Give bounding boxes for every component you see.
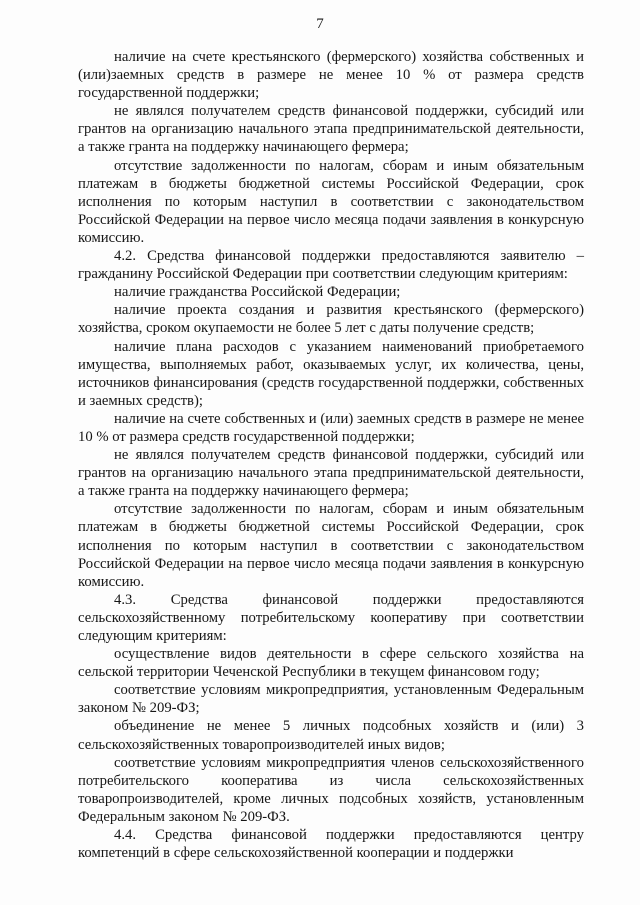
document-body [78,48,584,862]
paragraph: осуществление видов деятельности в сфере сельского хозяйства на сельской территории Чеченской Республики в текущем финансовом году; [78,646,584,681]
paragraph: не являлся получателем средств финансовой поддержки, субсидий или грантов на организацию начального этапа предпринимательской деятельности, а также гранта на поддержку начинающего фермера; [78,103,584,156]
paragraph: наличие на счете собственных и (или) заемных средств в размере не менее 10 % от размера средств государственной поддержки; [78,410,584,445]
paragraph: соответствие условиям микропредприятия, установленным Федеральным законом № 209-ФЗ; [78,682,584,717]
paragraph: соответствие условиям микропредприятия членов сельскохозяйственного потребительского кооператива из числа сельскохозяйственных товаропроизводителей, кроме личных подсобных хозяйств, установленным Федеральным законом № 209-ФЗ. [78,754,584,825]
paragraph: наличие на счете крестьянского (фермерского) хозяйства собственных и (или)заемных средств в размере не менее 10 % от размера средств государственной поддержки; [78,49,584,102]
paragraph: наличие гражданства Российской Федерации; [114,284,401,301]
paragraph: 4.3. Средства финансовой поддержки предоставляются сельскохозяйственному потребительскому кооперативу при соответствии следующим критериям: [78,591,584,644]
paragraph: отсутствие задолженности по налогам, сборам и иным обязательным платежам в бюджеты бюджетной системы Российской Федерации, срок исполнения по которым наступил в соответствии с законодательством Российской Федерации на первое число месяца подачи заявления в конкурсную комиссию. [78,157,584,246]
page-number: 7 [316,16,324,32]
paragraph: не являлся получателем средств финансовой поддержки, субсидий или грантов на организацию начального этапа предпринимательской деятельности, а также гранта на поддержку начинающего фермера; [78,447,584,500]
paragraph: 4.2. Средства финансовой поддержки предоставляются заявителю – гражданину Российской Федерации при соответствии следующим критериям: [78,248,584,283]
paragraph: наличие плана расходов с указанием наименований приобретаемого имущества, выполняемых работ, оказываемых услуг, их количества, цены, источников финансирования (средств государственной поддержки, собственных и заемных средств); [78,338,584,409]
paragraph: 4.4. Средства финансовой поддержки предоставляются центру компетенций в сфере сельскохозяйственной кооперации и поддержки [78,827,584,862]
paragraph: объединение не менее 5 личных подсобных хозяйств и (или) 3 сельскохозяйственных товаропроизводителей иных видов; [78,718,584,753]
paragraph: отсутствие задолженности по налогам, сборам и иным обязательным платежам в бюджеты бюджетной системы Российской Федерации, срок исполнения по которым наступил в соответствии с законодательством Российской Федерации на первое число месяца подачи заявления в конкурсную комиссию. [78,501,584,590]
paragraph: наличие проекта создания и развития крестьянского (фермерского) хозяйства, сроком окупаемости не более 5 лет с даты получение средств; [78,302,584,337]
